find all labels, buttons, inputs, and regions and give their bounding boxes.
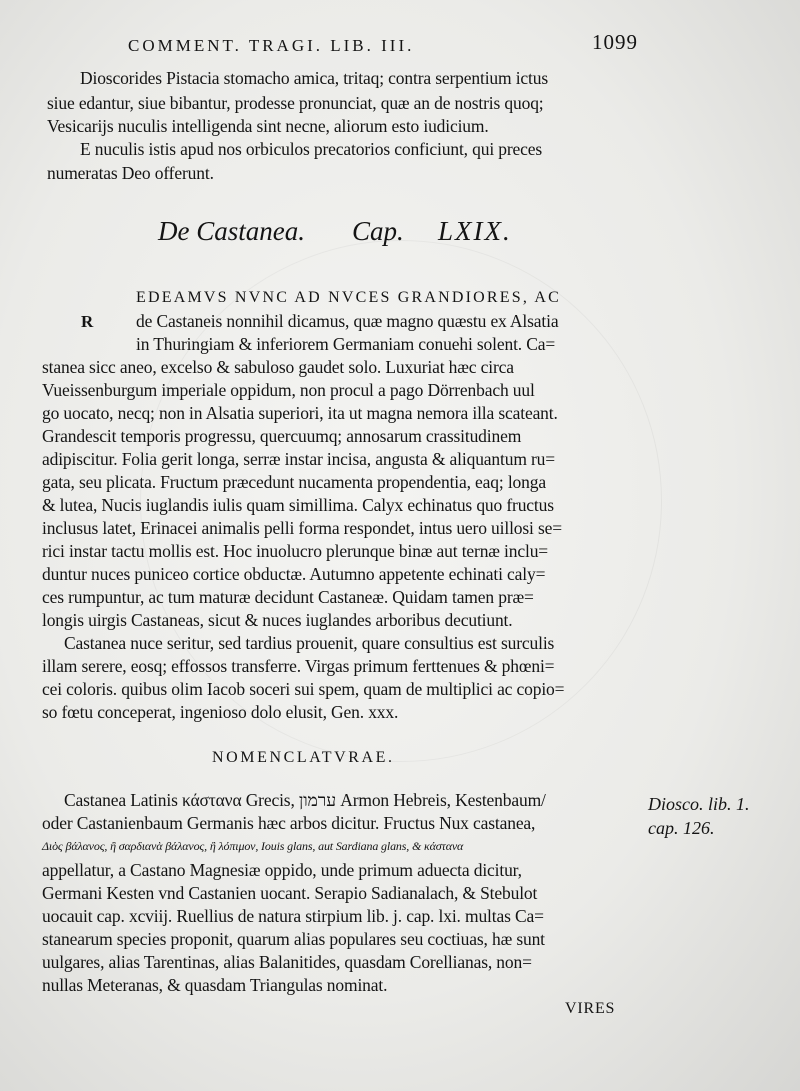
text-line: ces rumpuntur, ac tum maturæ decidunt Castaneæ. Quidam tamen præ= xyxy=(42,587,534,607)
text-line: longis uirgis Castaneas, sicut & nuces iuglandes arboribus decutiunt. xyxy=(42,610,513,630)
running-head: COMMENT. TRAGI. LIB. III. xyxy=(128,36,415,55)
text-line: nullas Meteranas, & quasdam Triangulas nominat. xyxy=(42,975,388,995)
caps-opening-line: EDEAMVS NVNC AD NVCES GRANDIORES, AC xyxy=(136,289,562,306)
text-line: Vesicarijs nuculis intelligenda sint necne, aliorum esto iudicium. xyxy=(47,116,489,136)
text-line: inclusus latet, Erinacei animalis pelli forma respondet, intus uero uillosi se= xyxy=(42,518,562,538)
text-line: Διὸς βάλανος, ἢ σαρδιανὰ βάλανος, ἢ λόπιμον, Iouis glans, aut Sardiana glans, & κάστανα xyxy=(42,839,464,853)
text-line: in Thuringiam & inferiorem Germaniam conuehi solent. Ca= xyxy=(136,334,556,354)
text-line: uocauit cap. xcviij. Ruellius de natura stirpium lib. j. cap. lxi. multas Ca= xyxy=(42,906,544,926)
nomenclature-heading: NOMENCLATVRAE. xyxy=(212,749,395,766)
text-line: gata, seu plicata. Fructum præcedunt nucamenta propendentia, eaq; longa xyxy=(42,472,546,492)
text-line: Grandescit temporis progressu, quercuumq; annosarum crassitudinem xyxy=(42,426,522,446)
text-line: adipiscitur. Folia gerit longa, serræ instar incisa, angusta & aliquantum ru= xyxy=(42,449,556,469)
text-line: rici instar tactu mollis est. Hoc inuolucro plerunque binæ aut ternæ inclu= xyxy=(42,541,549,561)
text-line: siue edantur, siue bibantur, prodesse pronunciat, quæ an de nostris quoq; xyxy=(47,93,544,113)
text-line: & lutea, Nucis iuglandis iulis quam simillima. Calyx echinatus quo fructus xyxy=(42,495,554,515)
text-line: stanea sicc aneo, excelso & sabuloso gaudet solo. Luxuriat hæc circa xyxy=(42,357,514,377)
page-number: 1099 xyxy=(592,30,638,54)
text-line: Castanea nuce seritur, sed tardius prouenit, quare consultius est surculis xyxy=(64,633,555,653)
marginal-note-line: Diosco. lib. 1. xyxy=(648,794,750,814)
text-line: illam serere, eosq; effossos transferre. Virgas primum ferttenues & phœni= xyxy=(42,656,555,676)
initial-letter: R xyxy=(81,312,94,331)
text-line: de Castaneis nonnihil dicamus, quæ magno quæstu ex Alsatia xyxy=(136,311,559,331)
chapter-number: LXIX. xyxy=(438,216,512,246)
text-line: Castanea Latinis κάστανα Grecis, ערמון Armon Hebreis, Kestenbaum/ xyxy=(64,790,546,810)
text-line: cei coloris. quibus olim Iacob soceri sui spem, quam de multiplici ac copio= xyxy=(42,679,565,699)
text-line: Vueissenburgum imperiale oppidum, non procul a pago Dörrenbach uul xyxy=(42,380,535,400)
chapter-cap-label: Cap. xyxy=(352,216,404,246)
text-line: go uocato, necq; non in Alsatia superiori, ita ut magna nemora illa scateant. xyxy=(42,403,558,423)
text-line: appellatur, a Castano Magnesiæ oppido, unde primum aduecta dicitur, xyxy=(42,860,522,880)
chapter-title: De Castanea. xyxy=(158,216,305,246)
text-line: stanearum species proponit, quarum alias populares seu coctiuas, hæ sunt xyxy=(42,929,545,949)
text-line: uulgares, alias Tarentinas, alias Balanitides, quasdam Corellianas, non= xyxy=(42,952,532,972)
text-line: Germani Kesten vnd Castanien uocant. Serapio Sadianalach, & Stebulot xyxy=(42,883,538,903)
catchword: VIRES xyxy=(565,1000,616,1017)
text-line: so fœtu conceperat, ingenioso dolo elusit, Gen. xxx. xyxy=(42,702,399,722)
text-line: Dioscorides Pistacia stomacho amica, tritaq; contra serpentium ictus xyxy=(80,68,548,88)
text-line: numeratas Deo offerunt. xyxy=(47,163,214,183)
text-line: E nuculis istis apud nos orbiculos precatorios conficiunt, qui preces xyxy=(80,139,543,159)
marginal-note-line: cap. 126. xyxy=(648,818,715,838)
text-line: oder Castanienbaum Germanis hæc arbos dicitur. Fructus Nux castanea, xyxy=(42,813,536,833)
text-line: duntur nuces puniceo cortice obductæ. Autumno appetente echinati caly= xyxy=(42,564,546,584)
